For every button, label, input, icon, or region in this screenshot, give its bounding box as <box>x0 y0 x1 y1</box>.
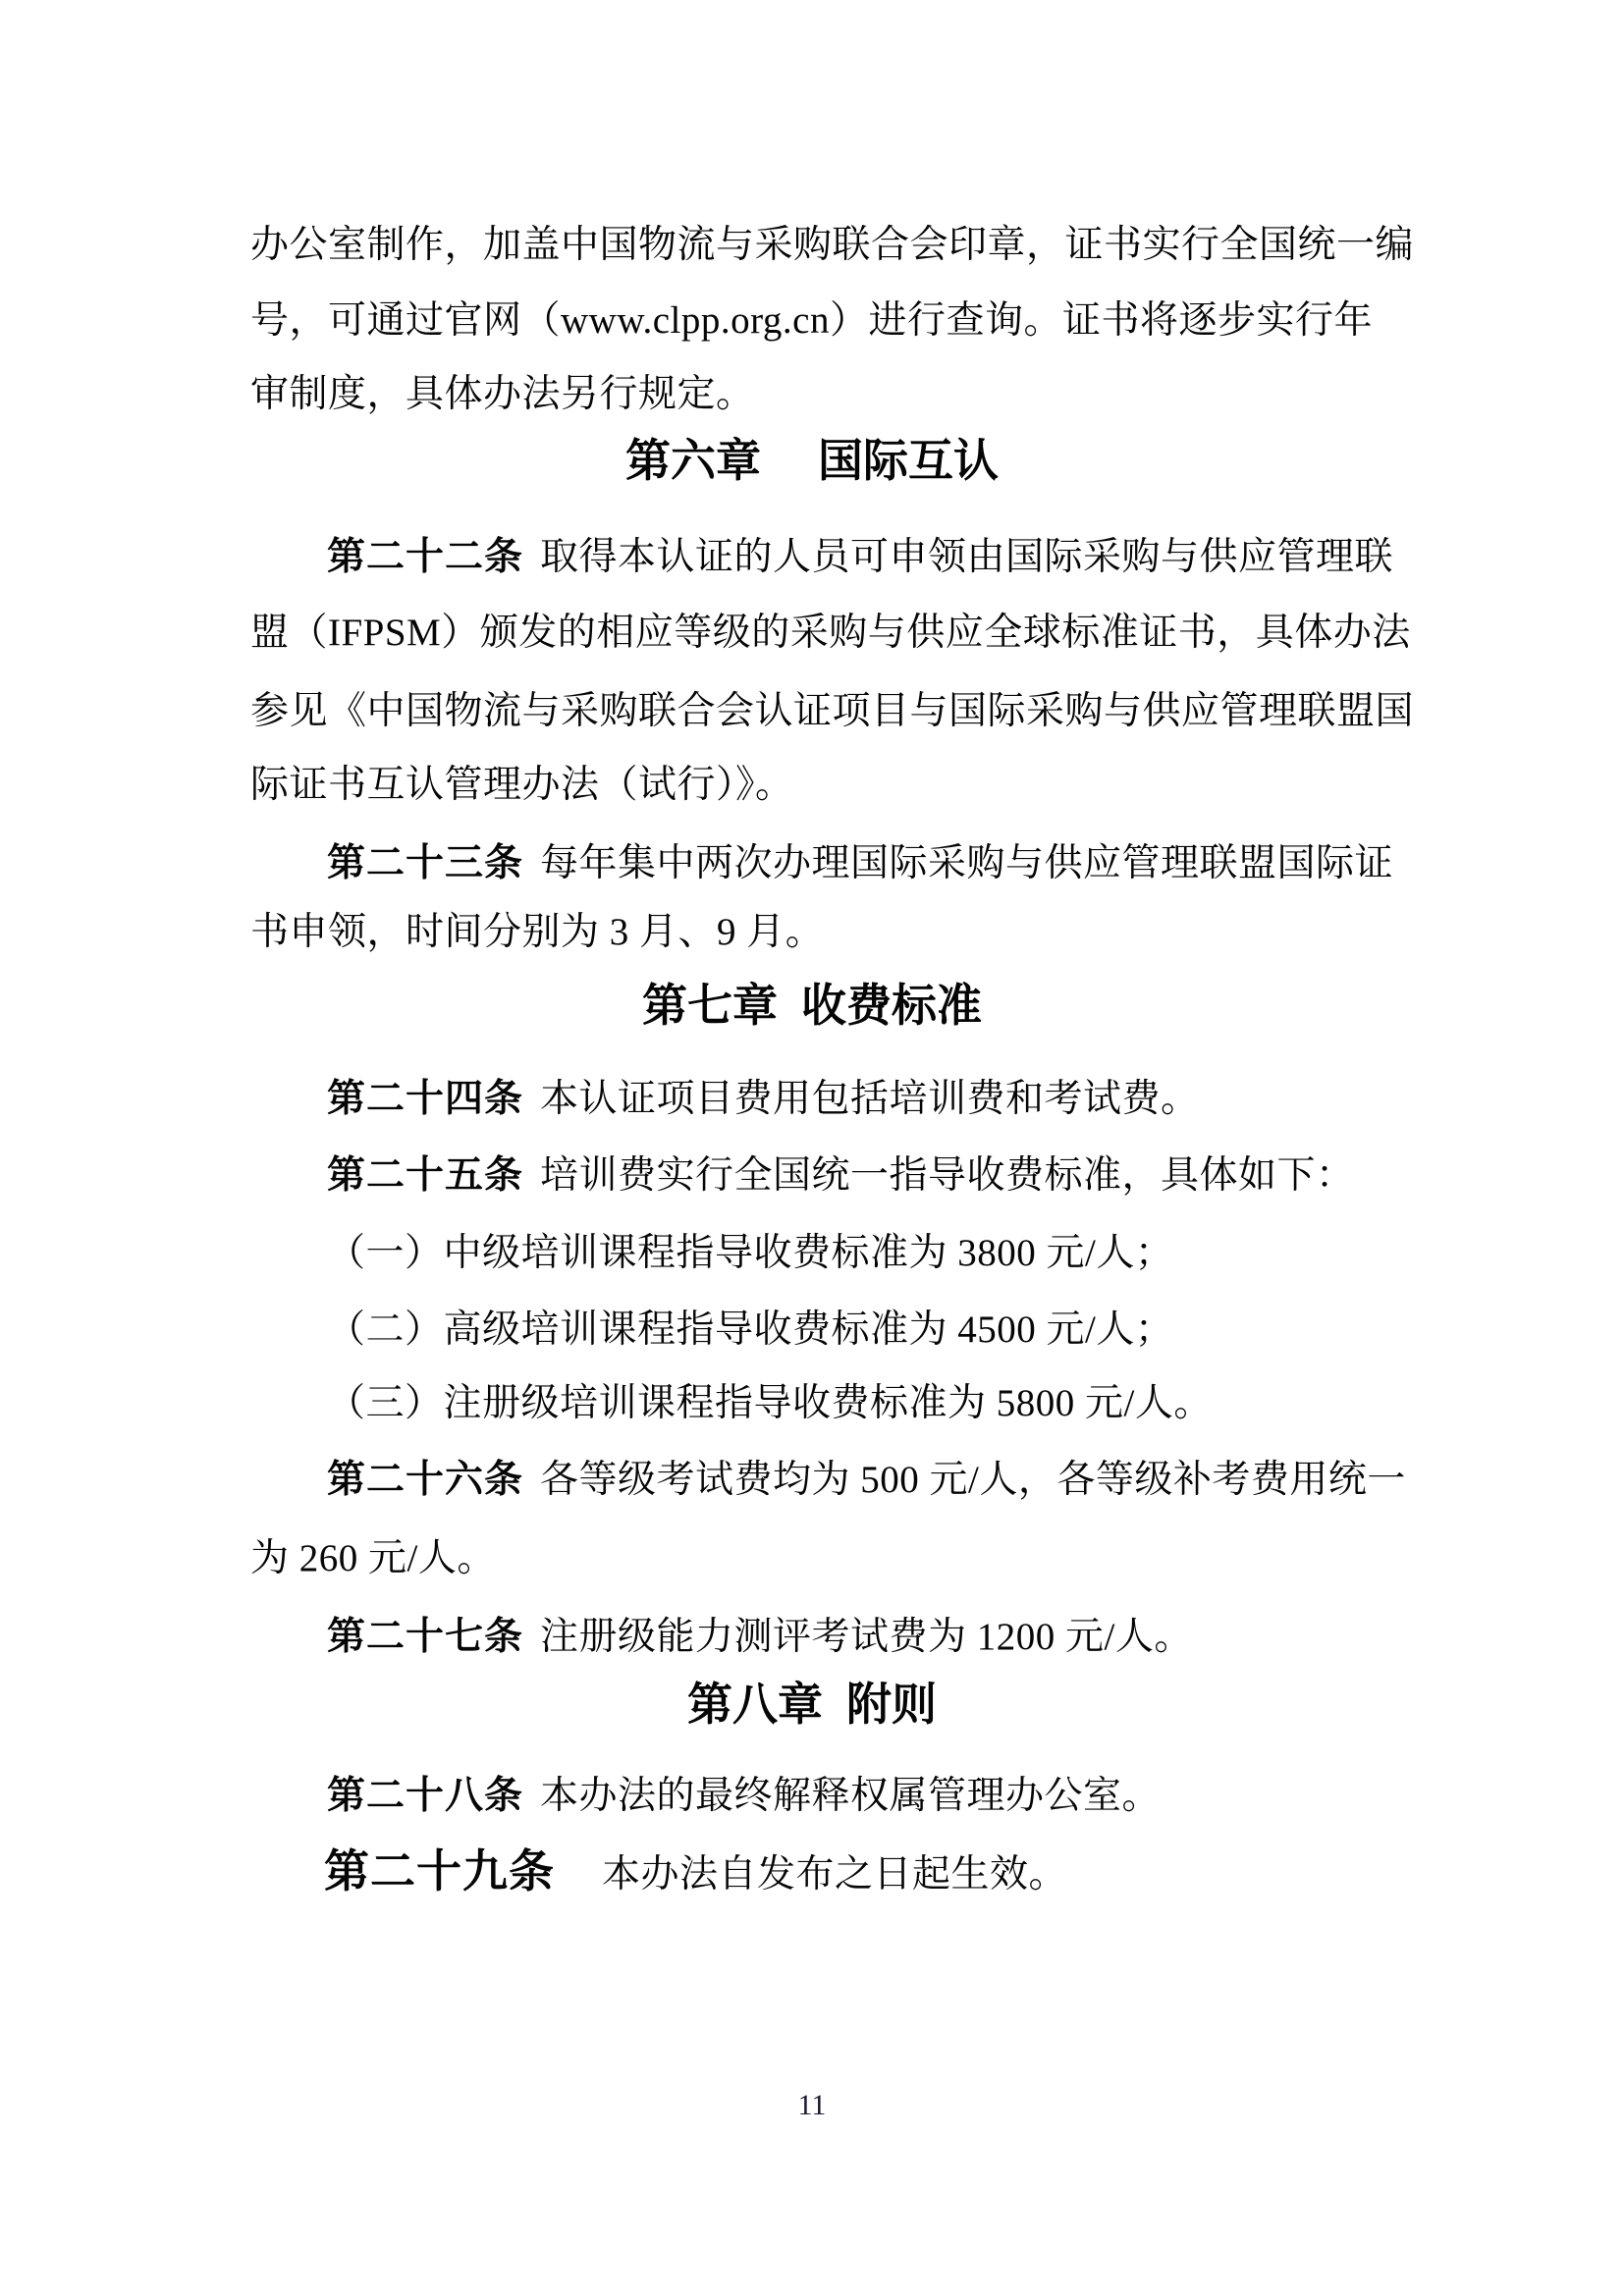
article-23-line <box>327 837 1393 890</box>
paragraph-line: 办公室制作，加盖中国物流与采购联合会印章，证书实行全国统一编 <box>250 224 1415 266</box>
page-number: 11 <box>797 2089 827 2121</box>
chapter-title: 附则 <box>846 1680 937 1730</box>
article-number: 第二十五条 <box>327 1154 524 1197</box>
article-25-line <box>327 1149 1355 1202</box>
paragraph-line: 书申领，时间分别为 3 月、9 月。 <box>250 911 825 953</box>
article-text: 注册级能力测评考试费为 1200 元/人。 <box>540 1616 1193 1658</box>
article-text: 本办法自发布之日起生效。 <box>602 1853 1068 1896</box>
article-text: 取得本认证的人员可申领由国际采购与供应管理联 <box>540 536 1394 578</box>
chapter-number: 第六章 <box>625 436 761 486</box>
article-number: 第二十二条 <box>327 536 524 578</box>
chapter-eight-heading <box>0 1676 1624 1735</box>
article-26-line <box>327 1454 1406 1507</box>
article-28-line <box>327 1770 1161 1823</box>
article-24-line <box>327 1073 1200 1126</box>
chapter-six-heading <box>0 432 1624 491</box>
article-text: 各等级考试费均为 500 元/人，各等级补考费用统一 <box>540 1459 1406 1501</box>
chapter-title: 收费标准 <box>801 981 982 1031</box>
article-number: 第二十七条 <box>327 1616 524 1658</box>
chapter-seven-heading <box>0 977 1624 1036</box>
chapter-number: 第八章 <box>687 1680 823 1730</box>
article-text: 本办法的最终解释权属管理办公室。 <box>540 1775 1162 1817</box>
list-item-2: （二）高级培训课程指导收费标准为 4500 元/人； <box>327 1308 1174 1351</box>
article-27-line <box>327 1611 1193 1664</box>
paragraph-line: 盟（IFPSM）颁发的相应等级的采购与供应全球标准证书，具体办法 <box>250 612 1411 654</box>
article-number: 第二十三条 <box>327 842 524 884</box>
paragraph-line: 际证书互认管理办法（试行）》。 <box>250 764 794 806</box>
chapter-number: 第七章 <box>642 981 778 1031</box>
article-text: 本认证项目费用包括培训费和考试费。 <box>540 1078 1200 1120</box>
paragraph-line: 审制度，具体办法另行规定。 <box>250 373 755 415</box>
article-text: 每年集中两次办理国际采购与供应管理联盟国际证 <box>540 842 1394 884</box>
list-item-1: （一）中级培训课程指导收费标准为 3800 元/人； <box>327 1232 1174 1274</box>
paragraph-line: 参见《中国物流与采购联合会认证项目与国际采购与供应管理联盟国 <box>250 690 1415 732</box>
article-number: 第二十九条 <box>324 1846 555 1896</box>
paragraph-line: 号，可通过官网（www.clpp.org.cn）进行查询。证书将逐步实行年 <box>250 299 1373 342</box>
article-29-line <box>324 1845 1067 1898</box>
article-number: 第二十六条 <box>327 1459 524 1501</box>
list-item-3: （三）注册级培训课程指导收费标准为 5800 元/人。 <box>327 1382 1213 1424</box>
article-22-line <box>327 531 1393 584</box>
article-text: 培训费实行全国统一指导收费标准，具体如下： <box>540 1154 1355 1197</box>
paragraph-line: 为 260 元/人。 <box>250 1537 496 1579</box>
article-number: 第二十八条 <box>327 1775 524 1817</box>
chapter-title: 国际互认 <box>818 436 999 486</box>
article-number: 第二十四条 <box>327 1078 524 1120</box>
